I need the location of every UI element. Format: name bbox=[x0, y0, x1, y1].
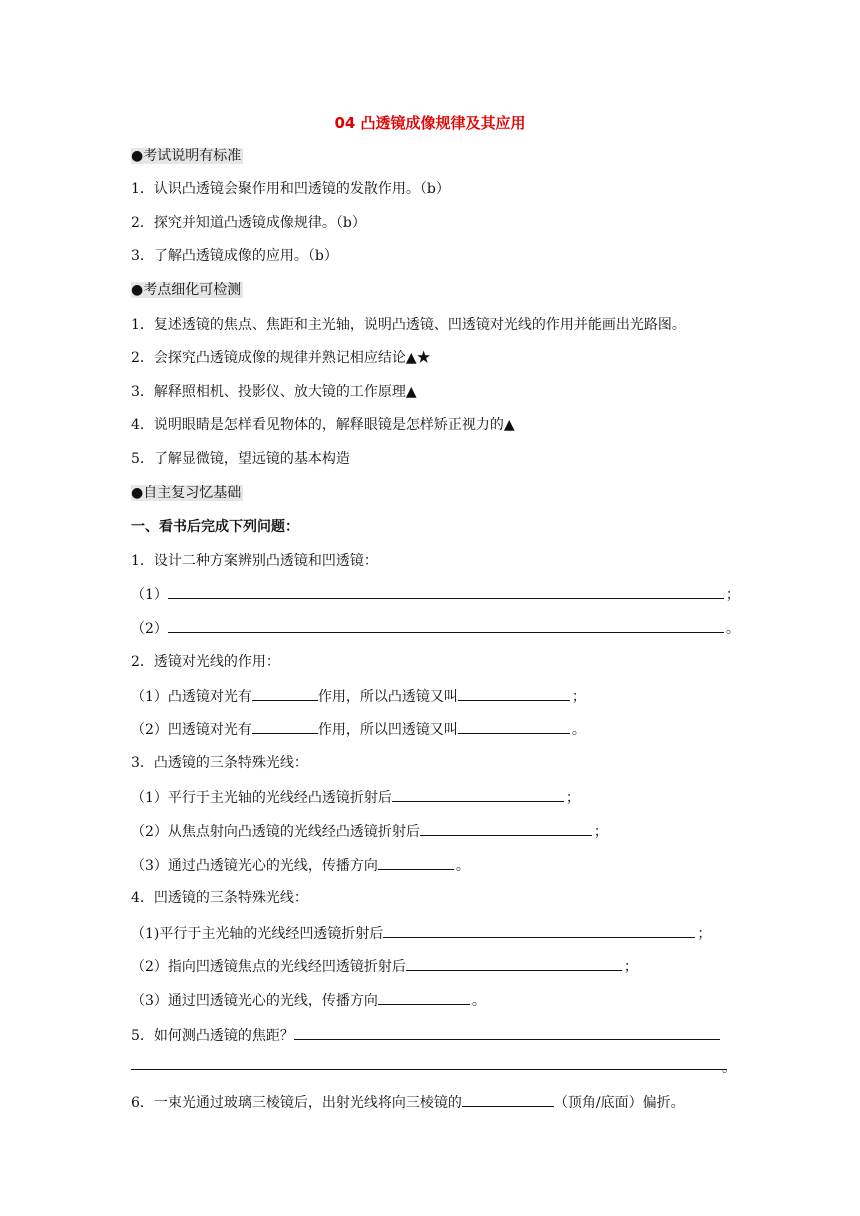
point-item-1: 1．复述透镜的焦点、焦距和主光轴，说明凸透镜、凹透镜对光线的作用并能画出光路图。 bbox=[131, 317, 686, 333]
question-2-part-1: （1）凸透镜对光有 作用，所以凸透镜又叫 ； bbox=[131, 685, 586, 707]
answer-blank[interactable] bbox=[252, 718, 318, 734]
answer-blank[interactable] bbox=[383, 922, 695, 938]
answer-blank[interactable] bbox=[458, 718, 570, 734]
answer-blank[interactable] bbox=[168, 583, 724, 599]
question-3-part-2: （2）从焦点射向凸透镜的光线经凸透镜折射后 ； bbox=[131, 820, 608, 842]
question-6: 6．一束光通过玻璃三棱镜后，出射光线将向三棱镜的 （顶角/底面）偏折。 bbox=[131, 1091, 685, 1113]
question-5: 5．如何测凸透镜的焦距？ bbox=[131, 1024, 720, 1046]
question-4-part-1: （1)平行于主光轴的光线经凹透镜折射后 ； bbox=[131, 922, 711, 944]
review-heading: 一、看书后完成下列问题： bbox=[131, 519, 299, 535]
exam-item-1: 1．认识凸透镜会聚作用和凹透镜的发散作用。（b） bbox=[131, 181, 450, 197]
answer-blank[interactable] bbox=[378, 989, 470, 1005]
exam-item-2: 2．探究并知道凸透镜成像规律。（b） bbox=[131, 215, 366, 231]
answer-blank[interactable] bbox=[294, 1024, 720, 1040]
section-self-review: ●自主复习忆基础 bbox=[131, 485, 242, 501]
question-3-part-3: （3）通过凸透镜光心的光线，传播方向 。 bbox=[131, 854, 470, 876]
question-2-part-2: （2）凹透镜对光有 作用，所以凹透镜又叫 。 bbox=[131, 718, 586, 740]
question-1: 1．设计二种方案辨别凸透镜和凹透镜： bbox=[131, 553, 378, 569]
answer-blank[interactable] bbox=[420, 820, 592, 836]
answer-blank[interactable] bbox=[458, 685, 570, 701]
question-1-part-2: （2） 。 bbox=[131, 617, 740, 639]
answer-blank[interactable] bbox=[252, 685, 318, 701]
document-title: 04 凸透镜成像规律及其应用 bbox=[334, 114, 526, 132]
answer-blank[interactable] bbox=[168, 617, 724, 633]
point-item-3: 3．解释照相机、投影仪、放大镜的工作原理▲ bbox=[131, 384, 417, 400]
section-exam-standard: ●考试说明有标准 bbox=[131, 148, 242, 164]
question-3: 3．凸透镜的三条特殊光线： bbox=[131, 755, 308, 771]
answer-blank[interactable] bbox=[406, 955, 622, 971]
point-item-2: 2．会探究凸透镜成像的规律并熟记相应结论▲★ bbox=[131, 350, 431, 366]
question-4-part-2: （2）指向凹透镜焦点的光线经凹透镜折射后 ； bbox=[131, 955, 638, 977]
point-item-5: 5．了解显微镜，望远镜的基本构造 bbox=[131, 451, 350, 467]
answer-blank[interactable] bbox=[378, 854, 454, 870]
question-2: 2．透镜对光线的作用： bbox=[131, 654, 280, 670]
section-key-points: ●考点细化可检测 bbox=[131, 282, 242, 298]
answer-blank[interactable] bbox=[392, 786, 564, 802]
answer-blank[interactable] bbox=[462, 1091, 554, 1107]
question-1-part-1: （1） ； bbox=[131, 583, 740, 605]
answer-blank-line[interactable] bbox=[131, 1069, 727, 1070]
question-4: 4．凹透镜的三条特殊光线： bbox=[131, 890, 308, 906]
exam-item-3: 3．了解凸透镜成像的应用。（b） bbox=[131, 248, 338, 264]
point-item-4: 4．说明眼睛是怎样看见物体的，解释眼镜是怎样矫正视力的▲ bbox=[131, 417, 515, 433]
question-5-end: 。 bbox=[722, 1060, 736, 1076]
question-4-part-3: （3）通过凹透镜光心的光线，传播方向 。 bbox=[131, 989, 486, 1011]
question-3-part-1: （1）平行于主光轴的光线经凸透镜折射后 ； bbox=[131, 786, 580, 808]
